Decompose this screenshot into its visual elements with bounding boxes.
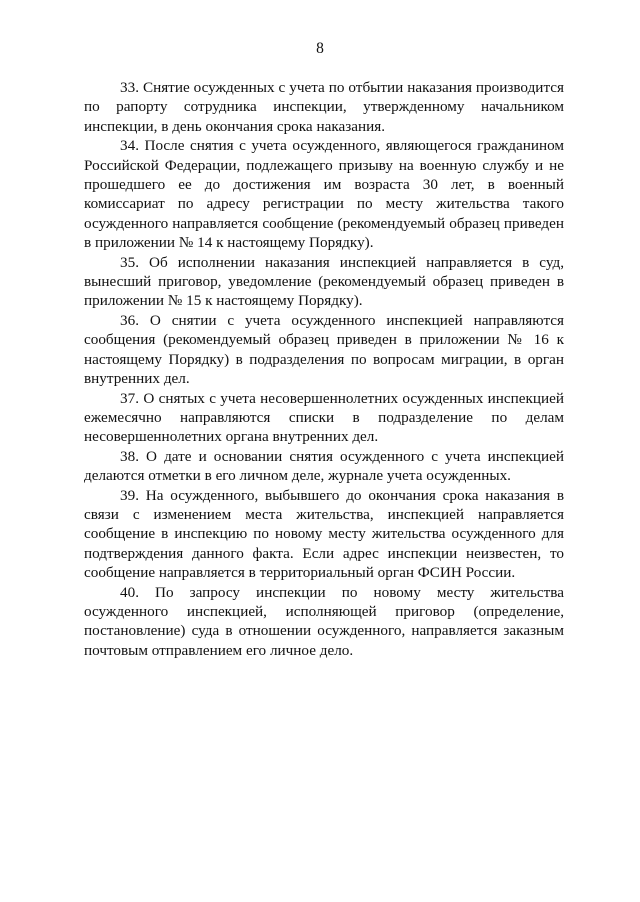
page-number: 8 xyxy=(316,40,324,57)
paragraph-39: 39. На осужденного, выбывшего до окончания срока наказания в связи с изменением места жительства, инспекцией направляется сообщение в инспекцию по новому месту жительства осужденного для подтверждения данного факта. Если адрес инспекции неизвестен, то сообщение направляется в территориальный орган ФСИН России. xyxy=(84,486,564,582)
document-body xyxy=(84,78,564,660)
paragraph-37: 37. О снятых с учета несовершеннолетних осужденных инспекцией ежемесячно направляются списки в подразделение по делам несовершеннолетних органа внутренних дел. xyxy=(84,389,564,446)
paragraph-36: 36. О снятии с учета осужденного инспекцией направляются сообщения (рекомендуемый образец приведен в приложении № 16 к настоящему Порядку) в подразделения по вопросам миграции, в орган внутренних дел. xyxy=(84,311,564,388)
paragraph-40: 40. По запросу инспекции по новому месту жительства осужденного инспекцией, исполняющей приговор (определение, постановление) суда в отношении осужденного, направляется заказным почтовым отправлением его личное дело. xyxy=(84,583,564,659)
paragraph-34: 34. После снятия с учета осужденного, являющегося гражданином Российской Федерации, подлежащего призыву на военную службу и не прошедшего ее до достижения им возраста 30 лет, в военный комиссариат по адресу регистрации по месту жительства такого осужденного направляется сообщение (рекомендуемый образец приведен в приложении № 14 к настоящему Порядку). xyxy=(84,137,564,252)
paragraph-33: 33. Снятие осужденных с учета по отбытии наказания производится по рапорту сотрудника инспекции, утвержденному начальником инспекции, в день окончания срока наказания. xyxy=(84,79,564,135)
paragraph-35: 35. Об исполнении наказания инспекцией направляется в суд, вынесший приговор, уведомление (рекомендуемый образец приведен в приложении № 15 к настоящему Порядку). xyxy=(84,253,564,310)
paragraph-38: 38. О дате и основании снятия осужденного с учета инспекцией делаются отметки в его личном деле, журнале учета осужденных. xyxy=(84,447,564,485)
